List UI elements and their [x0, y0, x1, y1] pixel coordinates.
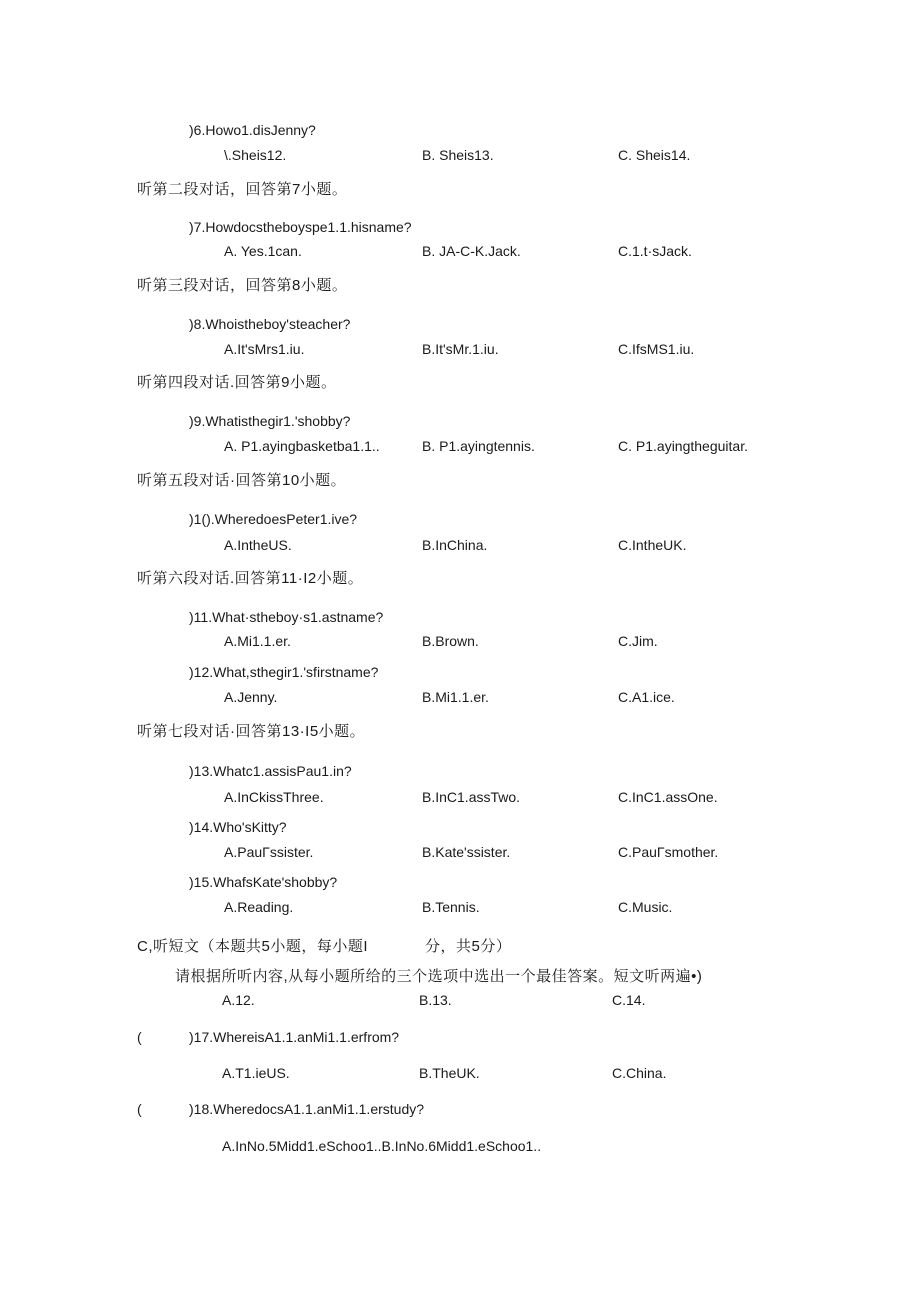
option-b: B.TheUK.	[419, 1065, 480, 1081]
option-a: A.Mi1.1.er.	[224, 633, 291, 649]
question-11: )11.What·stheboy·s1.astname?	[189, 609, 384, 625]
option-c: C.1.t·sJack.	[618, 243, 692, 259]
question-9: )9.Whatisthegir1.'shobby?	[189, 413, 351, 429]
option-b: B.Tennis.	[422, 899, 480, 915]
option-c: C.IntheUK.	[618, 537, 687, 553]
question-8: )8.Whoistheboy'steacher?	[189, 316, 351, 332]
option-b: B.13.	[419, 992, 452, 1008]
option-a: A.12.	[222, 992, 255, 1008]
option-c: C.InC1.assOne.	[618, 789, 718, 805]
option-c: C.A1.ice.	[618, 689, 675, 705]
option-a: \.Sheis12.	[224, 147, 287, 163]
option-a: A.Reading.	[224, 899, 294, 915]
option-a: A. P1.ayingbasketba1.1..	[224, 438, 380, 454]
option-c: C.14.	[612, 992, 646, 1008]
section-heading: 听第二段对话，回答第7小题。	[137, 181, 348, 198]
answer-paren: (	[137, 1101, 142, 1117]
option-a: A.IntheUS.	[224, 537, 292, 553]
question-7: )7.Howdocstheboyspe1.1.hisname?	[189, 219, 412, 235]
option-b: B.Brown.	[422, 633, 479, 649]
question-6: )6.Howo1.disJenny?	[189, 122, 316, 138]
question-17: )17.WhereisA1.1.anMi1.1.erfrom?	[189, 1029, 400, 1045]
section-heading: 听第五段对话·回答第10小题。	[137, 472, 347, 489]
section-heading: 听第三段对话，回答第8小题。	[137, 277, 348, 294]
option-a: A.InCkissThree.	[224, 789, 324, 805]
part-c-heading: C,听短文（本题共5小题，每小题I	[137, 938, 369, 955]
question-12: )12.What,sthegir1.'sfirstname?	[189, 664, 379, 680]
option-c: C.PauΓsmother.	[618, 844, 719, 860]
options-a-b: A.InNo.5Midd1.eSchoo1..B.InNo.6Midd1.eSchoo1..	[222, 1138, 542, 1154]
section-heading: 听第六段对话.回答第11·I2小题。	[137, 570, 364, 587]
option-c: C.Music.	[618, 899, 673, 915]
question-10: )1().WheredoesPeter1.ive?	[189, 511, 358, 527]
option-a: A.PauΓssister.	[224, 844, 314, 860]
option-b: B.It'sMr.1.iu.	[422, 341, 499, 357]
option-b: B. JA-C-K.Jack.	[422, 243, 521, 259]
option-b: B.Mi1.1.er.	[422, 689, 489, 705]
option-c: C. Sheis14.	[618, 147, 691, 163]
option-b: B.Kate'ssister.	[422, 844, 511, 860]
part-c-heading-tail: 分，共5分）	[425, 938, 512, 955]
question-13: )13.Whatc1.assisPau1.in?	[189, 763, 352, 779]
option-c: C.Jim.	[618, 633, 658, 649]
option-a: A. Yes.1can.	[224, 243, 302, 259]
option-b: B. Sheis13.	[422, 147, 494, 163]
option-c: C.IfsMS1.iu.	[618, 341, 695, 357]
option-b: B.InC1.assTwo.	[422, 789, 521, 805]
option-c: C. P1.ayingtheguitar.	[618, 438, 748, 454]
option-a: A.T1.ieUS.	[222, 1065, 290, 1081]
answer-paren: (	[137, 1029, 142, 1045]
part-c-instruction: 请根据所听内容,从每小题所给的三个选项中选出一个最佳答案。短文听两遍•)	[175, 968, 703, 985]
option-c: C.China.	[612, 1065, 667, 1081]
question-18: )18.WheredocsA1.1.anMi1.1.erstudy?	[189, 1101, 425, 1117]
section-heading: 听第四段对话.回答第9小题。	[137, 374, 337, 391]
section-heading: 听第七段对话·回答第13·I5小题。	[137, 723, 366, 740]
question-15: )15.WhafsKate'shobby?	[189, 874, 338, 890]
option-b: B.InChina.	[422, 537, 488, 553]
question-14: )14.Who'sKitty?	[189, 819, 287, 835]
option-b: B. P1.ayingtennis.	[422, 438, 535, 454]
option-a: A.It'sMrs1.iu.	[224, 341, 305, 357]
option-a: A.Jenny.	[224, 689, 278, 705]
